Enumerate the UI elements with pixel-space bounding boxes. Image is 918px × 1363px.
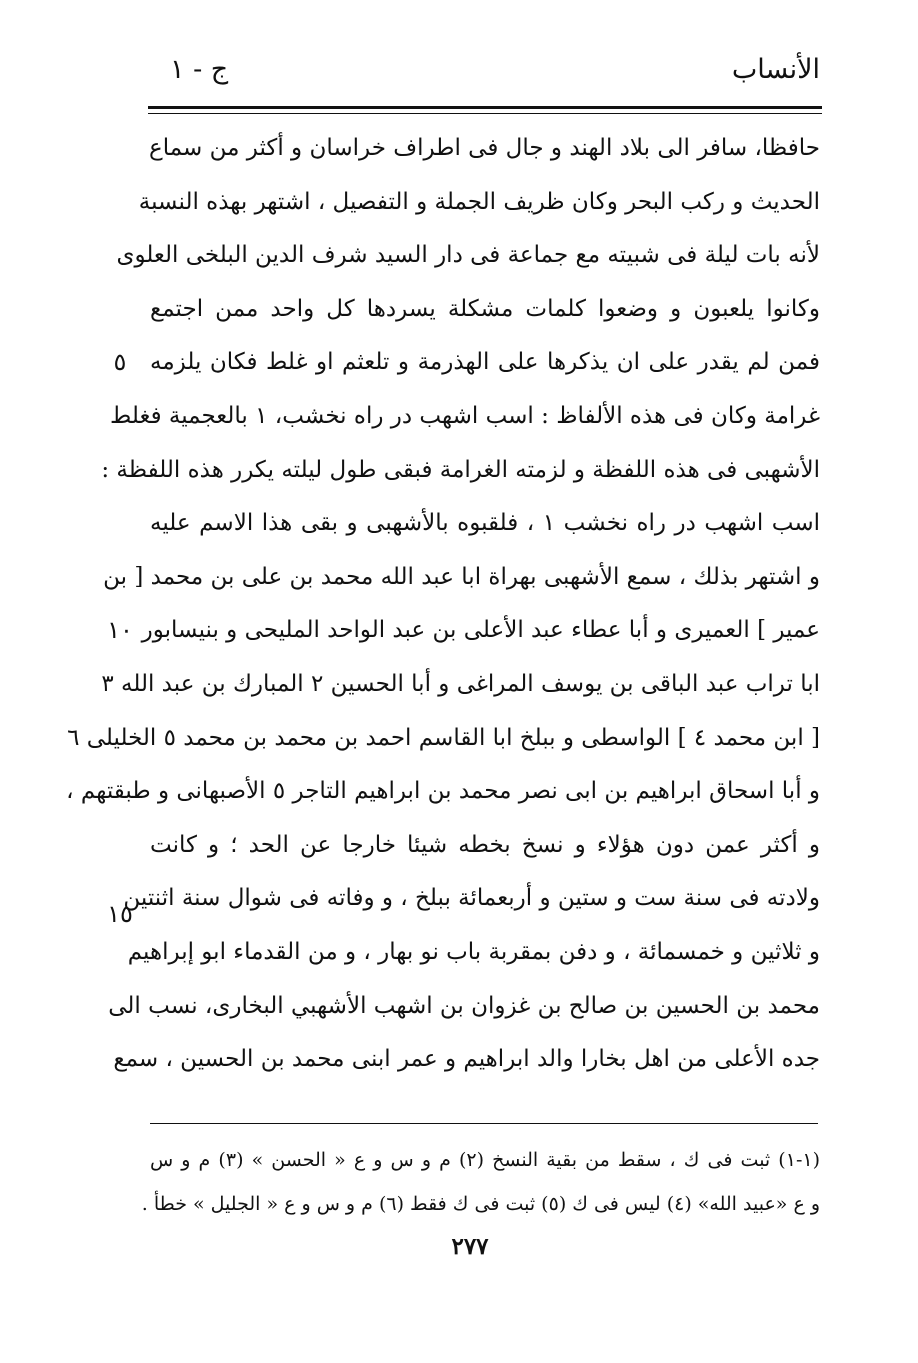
- text-line: جده الأعلى من اهل بخارا والد ابراهيم و عمر ابنى محمد بن الحسين ، سمع: [113, 1046, 820, 1073]
- text-line: و أبا اسحاق ابراهيم بن ابى نصر محمد بن ابراهيم التاجر ٥ الأصبهانى و طبقتهم ،: [66, 778, 820, 805]
- text-line: عمير ] العميرى و أبا عطاء عبد الأعلى بن عبد الواحد المليحى و بنيسابور: [141, 617, 820, 644]
- footnote-rule: [150, 1123, 818, 1124]
- text-line: ابا تراب عبد الباقى بن يوسف المراغى و أبا الحسين ٢ المبارك بن عبد الله ٣: [101, 670, 820, 697]
- text-line: الحديث و ركب البحر وكان ظريف الجملة و التفصيل ، اشتهر بهذه النسبة: [138, 188, 820, 215]
- text-line: غرامة وكان فى هذه الألفاظ : اسب اشهب در راه نخشب، ١ بالعجمية فغلط: [110, 402, 820, 429]
- text-line: [ ابن محمد ٤ ] الواسطى و ببلخ ابا القاسم احمد بن محمد بن محمد ٥ الخليلى ٦: [67, 724, 820, 751]
- text-line: و ثلاثين و خمسمائة ، و دفن بمقربة باب نو بهار ، و من القدماء ابو إبراهيم: [127, 938, 820, 965]
- text-line: حافظا، سافر الى بلاد الهند و جال فى اطراف خراسان و أكثر من سماع: [149, 135, 820, 161]
- header-rule-thin: [148, 113, 822, 114]
- text-line: اسب اشهب در راه نخشب ١ ، فلقبوه بالأشهبى و بقى هذا الاسم عليه: [150, 510, 821, 537]
- text-line: و أكثر عمن دون هؤلاء و نسخ بخطه شيئا خارجا عن الحد ؛ و كانت: [150, 831, 820, 858]
- text-line: الأشهبى فى هذه اللفظة و لزمته الغرامة فبقى طول ليلته يكرر هذه اللفظة :: [101, 456, 820, 483]
- line-number-5: ٥: [113, 348, 127, 376]
- line-number-10: ١٠: [107, 616, 133, 644]
- running-title: الأنساب: [731, 54, 820, 85]
- text-line: وكانوا يلعبون و وضعوا كلمات مشكلة يسردها كل واحد ممن اجتمع: [150, 295, 820, 322]
- footnote-line: و ع «عبيد الله» (٤) ليس فى ك (٥) ثبت فى ك فقط (٦) م و س و ع « الجليل » خطأ .: [141, 1193, 820, 1215]
- line-number-15: ١٥: [107, 900, 133, 928]
- text-line: فمن لم يقدر على ان يذكرها على الهذرمة و تلعثم او غلط فكان يلزمه: [150, 349, 820, 376]
- text-line: محمد بن الحسين بن صالح بن غزوان بن اشهب الأشهبي البخارى، نسب الى: [108, 992, 820, 1019]
- footnotes: [141, 1138, 820, 1226]
- header-rule-thick: [148, 106, 822, 109]
- text-line: ولادته فى سنة ست و ستين و أربعمائة ببلخ ، و وفاته فى شوال سنة اثنتين: [123, 885, 820, 912]
- footnote-line: (١-١) ثبت فى ك ، سقط من بقية النسخ (٢) م و س و ع « الحسن » (٣) م و س: [150, 1149, 820, 1171]
- page-header: [150, 48, 820, 98]
- volume-label: ج - ١: [170, 54, 229, 85]
- text-line: و اشتهر بذلك ، سمع الأشهبى بهراة ابا عبد الله محمد بن على بن محمد [ بن: [103, 563, 820, 590]
- text-line: لأنه بات ليلة فى شبيته مع جماعة فى دار السيد شرف الدين البلخى العلوى: [116, 242, 820, 269]
- page-number: ٢٧٧: [451, 1233, 489, 1260]
